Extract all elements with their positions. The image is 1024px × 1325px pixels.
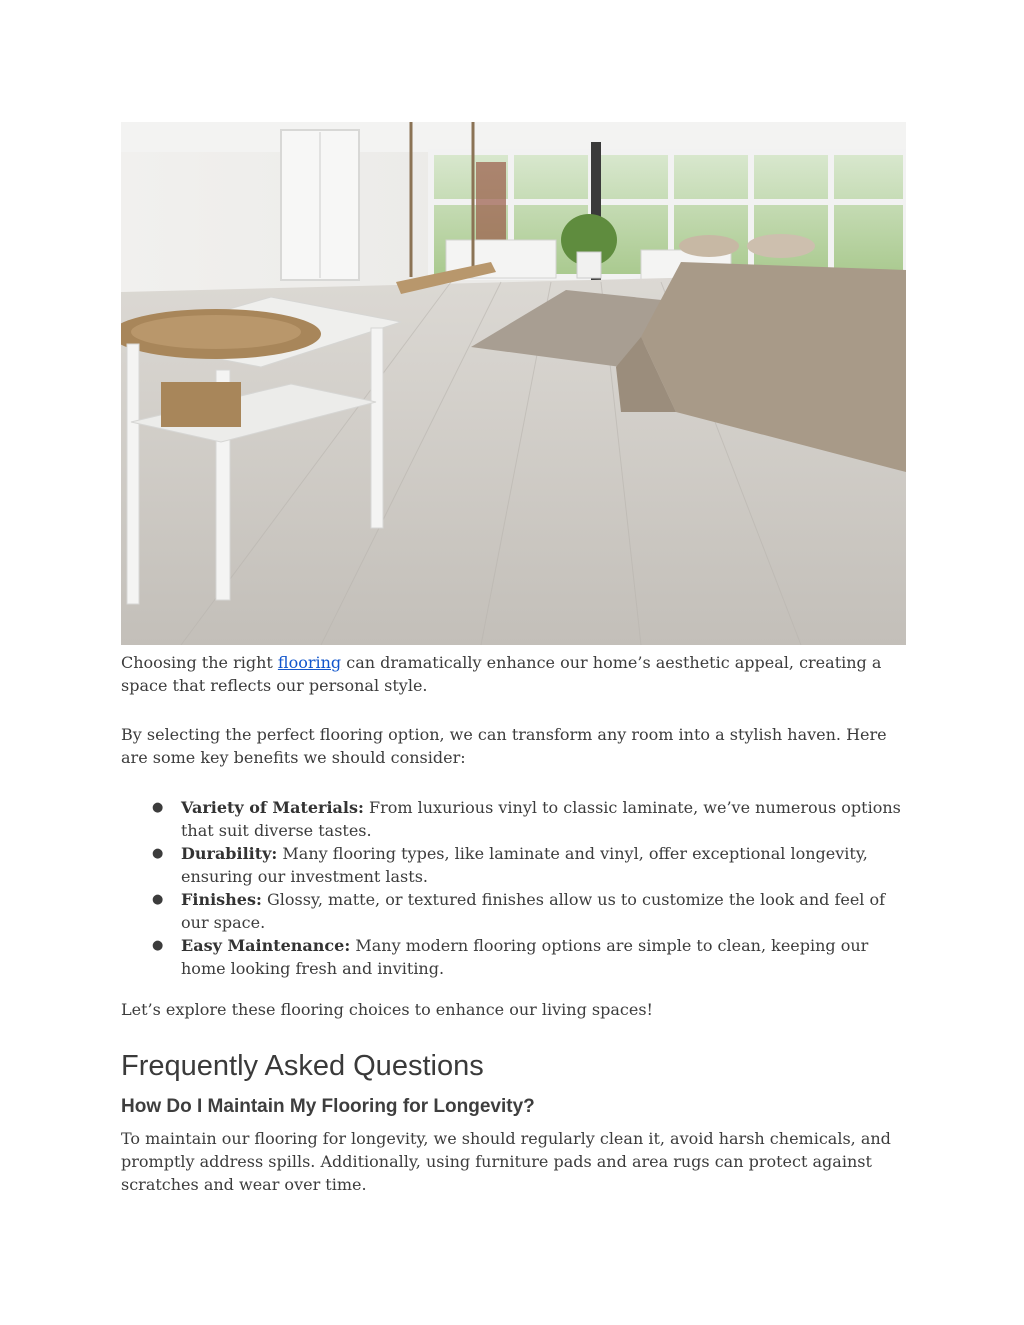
room-photo [121, 122, 906, 645]
benefit-text: Many modern flooring options are simple to clean, keeping our home looking fresh and inviting. [181, 936, 869, 978]
benefit-title: Finishes: [181, 890, 262, 909]
benefit-text: Many flooring types, like laminate and vinyl, offer exceptional longevity, ensuring our investment lasts. [181, 844, 868, 886]
benefit-text: Glossy, matte, or textured finishes allow us to customize the look and feel of our space. [181, 890, 886, 932]
bullet-icon: ● [152, 800, 164, 815]
flooring-link[interactable]: flooring [277, 653, 342, 672]
room-illustration [121, 122, 906, 645]
benefit-title: Durability: [181, 844, 278, 863]
list-item [121, 842, 906, 888]
faq-heading: Frequently Asked Questions [121, 1050, 484, 1082]
faq-answer: To maintain our flooring for longevity, we should regularly clean it, avoid harsh chemicals, and promptly address spills. Additionally, using furniture pads and area rugs can protect against scratches and wear over time. [121, 1129, 891, 1194]
intro-paragraph: Choosing the right flooring can dramatically enhance our home’s aesthetic appeal, creating a space that reflects our personal style. [121, 653, 882, 695]
benefit-title: Variety of Materials: [181, 798, 364, 817]
list-item [121, 796, 906, 842]
faq-question: How Do I Maintain My Flooring for Longevity? [121, 1096, 535, 1117]
bullet-icon: ● [152, 892, 164, 907]
benefit-text: From luxurious vinyl to classic laminate, we’ve numerous options that suit diverse tastes. [181, 798, 901, 840]
benefits-intro-paragraph: By selecting the perfect flooring option, we can transform any room into a stylish haven. Here are some key benefits we should consider: [121, 725, 887, 767]
bullet-icon: ● [152, 846, 164, 861]
closing-paragraph: Let’s explore these flooring choices to enhance our living spaces! [121, 1000, 653, 1019]
list-item [121, 888, 906, 934]
benefit-title: Easy Maintenance: [181, 936, 351, 955]
benefits-list [121, 796, 906, 980]
list-item [121, 934, 906, 980]
bullet-icon: ● [152, 938, 164, 953]
